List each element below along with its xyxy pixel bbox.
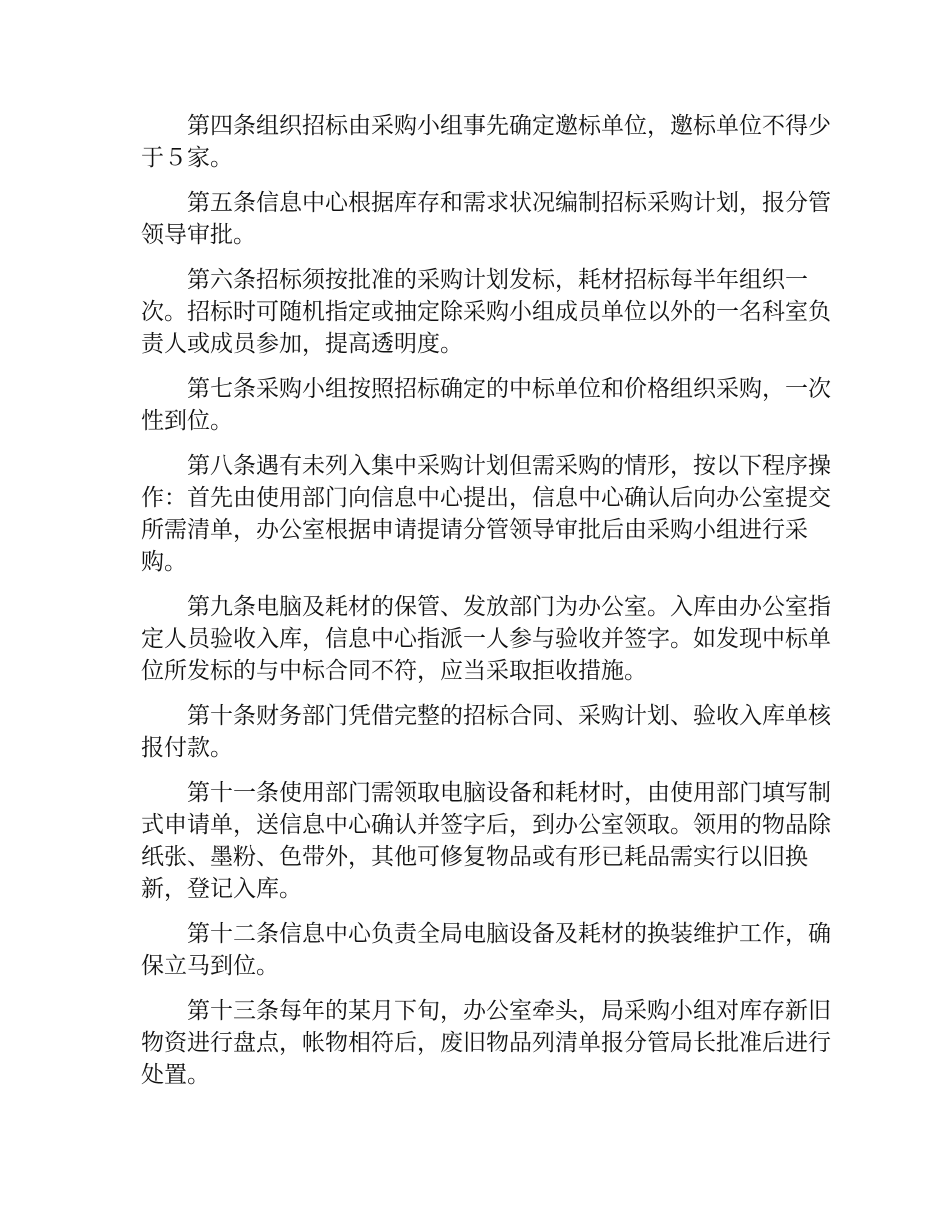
article-13-paragraph: 第十三条每年的某月下旬，办公室牵头，局采购小组对库存新旧物资进行盘点，帐物相符后，废旧物品列清单报分管局长批准后进行处置。: [141, 998, 831, 1088]
article-8-paragraph: 第八条遇有未列入集中采购计划但需采购的情形，按以下程序操作：首先由使用部门向信息中心提出，信息中心确认后向办公室提交所需清单，办公室根据申请提请分管领导审批后由采购小组进行采购。: [141, 453, 831, 575]
article-10-paragraph: 第十条财务部门凭借完整的招标合同、采购计划、验收入库单核报付款。: [141, 703, 831, 761]
article-11-paragraph: 第十一条使用部门需领取电脑设备和耗材时，由使用部门填写制式申请单，送信息中心确认并签字后，到办公室领取。领用的物品除纸张、墨粉、色带外，其他可修复物品或有形已耗品需实行以旧换新，登记入库。: [141, 780, 831, 902]
article-9-paragraph: 第九条电脑及耗材的保管、发放部门为办公室。入库由办公室指定人员验收入库，信息中心指派一人参与验收并签字。如发现中标单位所发标的与中标合同不符，应当采取拒收措施。: [141, 594, 831, 684]
article-6-paragraph: 第六条招标须按批准的采购计划发标，耗材招标每半年组织一次。招标时可随机指定或抽定除采购小组成员单位以外的一名科室负责人或成员参加，提高透明度。: [141, 267, 831, 357]
article-5-paragraph: 第五条信息中心根据库存和需求状况编制招标采购计划，报分管领导审批。: [141, 190, 831, 248]
article-12-paragraph: 第十二条信息中心负责全局电脑设备及耗材的换装维护工作，确保立马到位。: [141, 921, 831, 979]
document-body: [141, 110, 831, 1104]
article-7-paragraph: 第七条采购小组按照招标确定的中标单位和价格组织采购，一次性到位。: [141, 376, 831, 434]
article-4-paragraph: 第四条组织招标由采购小组事先确定邀标单位，邀标单位不得少于５家。: [141, 113, 831, 171]
